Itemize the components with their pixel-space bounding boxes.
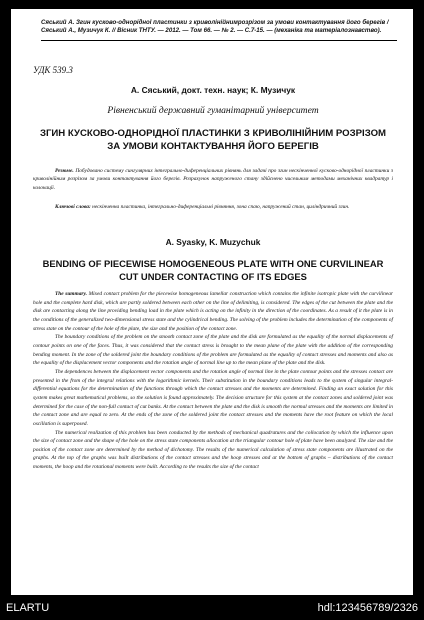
document-page (10, 8, 414, 596)
abstract-label: Резюме. (55, 168, 74, 174)
keywords-label: Ключові слова: (55, 204, 91, 210)
summary-paragraph: The boundary conditions of the problem on the smooth contact zone of the plate and the disk are formulated as the equality of the normal displacements of contour points on one of the faces. Thus, it was considered that the contact stress is brought to the mean plane of the plate with the addition of the corresponding bending moment. In the zone of the soldered joint the boundary conditions of the problem are formulated as the equality of contact stresses and moments and also as the equality of the displacement vector components and the rotation angle of normal line up to the mean plane of the plate and the disk. (33, 334, 393, 367)
udk-code: УДК 539.3 (33, 65, 73, 75)
summary-paragraph: The dependences between the displacement vector components and the rotation angle of normal line in the plate contour points and the stresses contact are presented in the from of the integral relations with the logarithmic kernels. Their substitution in the boundary conditions leads to the system of singular integral-differential equations for the determination of the functions through which the contact stresses and the moments are determined. Finding an exact solution for this system makes great mathematical problems, so the solution is found approximately. The decision structure for this system at the contact zones and soldered joint was determined for the case of the non-full contact of cut banks. At the contact between the plate and the disk is smooth the normal stresses and the moments are limited in the contact zone and are equal to zero. At the ends of the zone of the soldered joint the contact stresses and the moments have the root feature on which the local oscillation is superposed. (33, 368, 393, 427)
abstract-text: Побудовано систему сингулярних інтегрально-диференціальних рівнянь для задачі про згин нескінченної кусково-однорідної пластинки з криволінійним розрізом за умови контактування його берегів. Розрахунок напруженого стану здійснено чисельним методами механічних квадратур і колокації. (33, 168, 393, 191)
summary-english (33, 290, 393, 472)
summary-paragraph (33, 290, 393, 333)
abstract-ukrainian (33, 167, 393, 192)
viewer-footer (0, 598, 424, 620)
title-ukrainian: ЗГИН КУСКОВО-ОДНОРІДНОЇ ПЛАСТИНКИ З КРИВОЛІНІЙНИМ РОЗРІЗОМ ЗА УМОВИ КОНТАКТУВАННЯ ЙОГО БЕРЕГІВ (39, 128, 387, 152)
keywords-ukrainian (33, 203, 393, 211)
citation-header: Сяський А. Згин кусково-однорідної пластинки з криволінійнимрозрізом за умови контактування його берегів / Сяський А., Музичук К. // Вісник ТНТУ. — 2012. — Том 66. — № 2. — С.7-15. — (механіка та матеріалознавство). (41, 19, 397, 41)
summary-label: The summary. (55, 291, 88, 297)
handle-id: hdl:123456789/2326 (317, 602, 418, 614)
title-english: BENDING OF PIECEWISE HOMOGENEOUS PLATE WITH ONE CURVILINEAR CUT UNDER CONTACTING OF ITS EDGES (42, 258, 384, 282)
authors-ukrainian: А. Сяський, докт. техн. наук; К. Музичук (130, 85, 296, 95)
keywords-text: нескінченна пластинка, інтегрально-диференціальні рівняння, зона спаю, напружений стан, циліндричний згин. (92, 204, 350, 210)
affiliation: Рівненський державний гуманітарний університет (107, 105, 319, 116)
summary-text: Mixed contact problem for the piecewise homogeneous lamellar construction which contains the infinite isotropic plate with the curvilinear hole and the complete hard disk, which are partly soldered between each other on the line of delimiting, is considered. The edges of the cut between the plate and the disk are contacting along the line providing bending load in the plate which is acting on the infinity in the direction of the coordinates. As a result of it the plate is in the conditions of the generalized two-dimensional stress state and the cylindrical bending. The solving of the problem includes the determination of the components of stress state on the contour of the hole of the plate, the size and the position of the contact zone. (33, 291, 393, 332)
repository-name: ELARTU (6, 602, 50, 614)
authors-english: A. Syasky, K. Muzychuk (165, 237, 261, 247)
summary-paragraph: The numerical realization of this problem has been conducted by the methods of mechanical quadratures and the collocation by which the influence upon the size of contact zone and the shape of the hole on the stress state components allocation at the triangular contour hole of plate have been analyzed. The size and the position of the contact zone are determined by the method of dichotomy. The results of the numerical calculation of stress state components are illustrated on the graphs. At the top of the graphs was built distributions of the contact stresses and the hoop stresses and at the bottom of graphs – distributions of the contact moments, the hoop and the rotational moments were built. According to the results the size of the contact (33, 429, 393, 471)
